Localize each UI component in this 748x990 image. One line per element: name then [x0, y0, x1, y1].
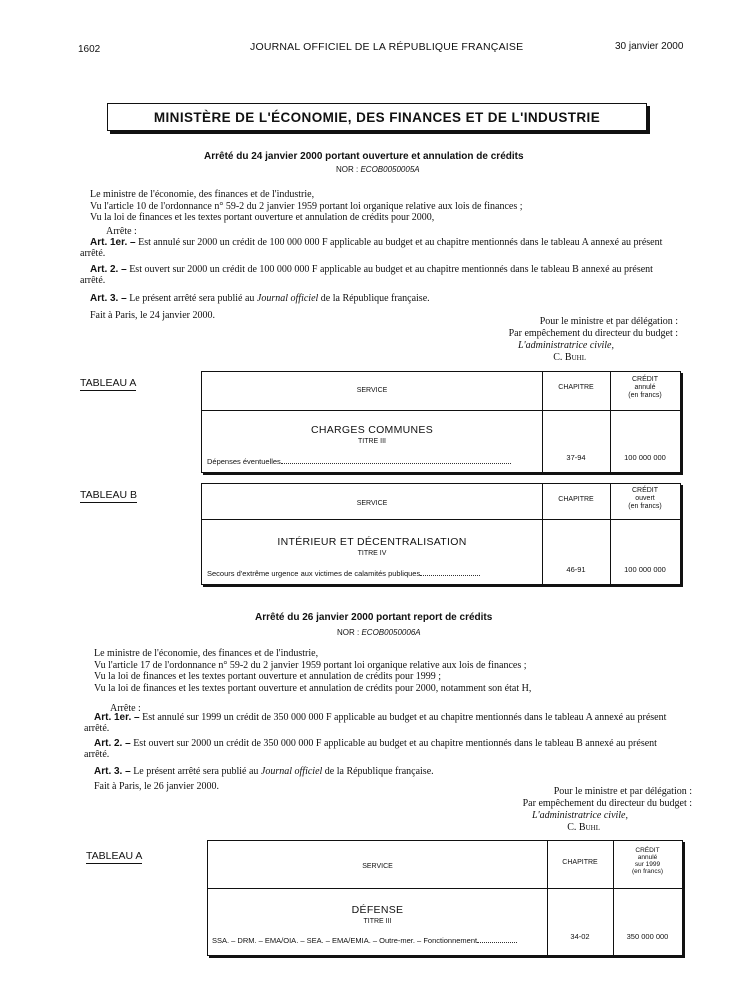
decree1-signature: Pour le ministre et par délégation : Par empêchement du directeur du budget : L'administratrice civile, C. Buhl	[508, 316, 678, 363]
decree2-signature: Pour le ministre et par délégation : Par empêchement du directeur du budget : L'administratrice civile, C. Buhl	[522, 786, 692, 833]
table-row-chapitre: 37-94	[566, 453, 586, 462]
decree1-article2: Art. 2. – Est ouvert sur 2000 un crédit de 100 000 000 F applicable au budget et au chapitre mentionnés dans le tableau B annexé au présent arrêté.	[80, 264, 653, 286]
col-header-credit: CRÉDIT annulé (en francs)	[628, 376, 662, 399]
page-header	[0, 38, 748, 56]
decree2-article1: Art. 1er. – Est annulé sur 1999 un crédit de 350 000 000 F applicable au budget et au chapitre mentionnés dans le tableau A annexé au présent arrêté.	[84, 712, 667, 734]
section-title: INTÉRIEUR ET DÉCENTRALISATION	[277, 536, 467, 548]
table-section	[208, 904, 547, 925]
decree1-tableB-label: TABLEAU B	[80, 489, 137, 501]
table-row-label: Dépenses éventuelles	[207, 457, 537, 466]
ministry-title: MINISTÈRE DE L'ÉCONOMIE, DES FINANCES ET DE L'INDUSTRIE	[153, 109, 601, 125]
table-row-chapitre: 46-91	[566, 565, 586, 574]
table-section	[202, 424, 542, 445]
preamble-line: Vu l'article 10 de l'ordonnance n° 59-2 du 2 janvier 1959 portant loi organique relative aux lois de finances ;	[90, 200, 523, 212]
decree2-article2: Art. 2. – Est ouvert sur 2000 un crédit de 350 000 000 F applicable au budget et au chapitre mentionnés dans le tableau B annexé au présent arrêté.	[84, 738, 657, 760]
preamble-line: Vu l'article 17 de l'ordonnance n° 59-2 du 2 janvier 1959 portant loi organique relative aux lois de finances ;	[94, 659, 527, 671]
decree1-article3: Art. 3. – Le présent arrêté sera publié au Journal officiel de la République française.	[90, 293, 430, 304]
signatory-name: C. Buhl	[567, 822, 600, 833]
decree1-arrete: Arrête :	[106, 226, 137, 237]
preamble-line: Le ministre de l'économie, des finances et de l'industrie,	[90, 189, 315, 200]
article-label: Art. 3. –	[90, 293, 127, 304]
col-header-service: SERVICE	[362, 863, 393, 870]
decree1-nor-code: ECOB0050005A	[360, 165, 420, 174]
article-label: Art. 2. –	[94, 738, 131, 749]
article-label: Art. 3. –	[94, 766, 131, 777]
preamble-line: Vu la loi de finances et les textes portant ouverture et annulation de crédits pour 1999 ;	[94, 671, 442, 682]
decree2-preamble	[94, 648, 531, 694]
article-label: Art. 2. –	[90, 264, 127, 275]
decree2-done: Fait à Paris, le 26 janvier 2000.	[94, 781, 219, 792]
col-header-chapitre: CHAPITRE	[558, 496, 594, 503]
table-row-label: Secours d'extrême urgence aux victimes de calamités publiques	[207, 569, 537, 578]
decree2-tableA	[207, 840, 683, 956]
col-header-service: SERVICE	[356, 500, 388, 507]
col-header-chapitre: CHAPITRE	[562, 859, 598, 866]
section-titre: TITRE III	[358, 438, 386, 445]
section-titre: TITRE III	[363, 918, 392, 925]
issue-date: 30 janvier 2000	[615, 41, 684, 52]
col-header-chapitre: CHAPITRE	[558, 384, 594, 391]
decree1-done: Fait à Paris, le 24 janvier 2000.	[90, 310, 215, 321]
section-titre: TITRE IV	[357, 550, 387, 557]
decree1-tableA-label: TABLEAU A	[80, 377, 137, 389]
decree2-arrete: Arrête :	[110, 703, 141, 714]
table-row-credit: 100 000 000	[624, 565, 666, 574]
ministry-banner	[107, 103, 647, 131]
decree2-tableA-label: TABLEAU A	[86, 850, 143, 862]
section-title: CHARGES COMMUNES	[310, 424, 434, 436]
decree2-article3: Art. 3. – Le présent arrêté sera publié au Journal officiel de la République française.	[94, 766, 434, 777]
decree1-article1: Art. 1er. – Est annulé sur 2000 un crédit de 100 000 000 F applicable au budget et au chapitre mentionnés dans le tableau A annexé au présent arrêté.	[80, 237, 663, 259]
preamble-line: Vu la loi de finances et les textes portant ouverture et annulation de crédits pour 2000,	[90, 212, 435, 223]
decree1-title: Arrêté du 24 janvier 2000 portant ouverture et annulation de crédits	[204, 151, 524, 162]
decree2-nor-code: ECOB0050006A	[361, 628, 421, 637]
col-header-service: SERVICE	[356, 387, 388, 394]
table-row-credit: 350 000 000	[626, 932, 669, 941]
table-row-chapitre: 34-02	[570, 932, 590, 941]
decree1-nor: NOR : ECOB0050005A	[336, 165, 420, 174]
article-label: Art. 1er. –	[90, 237, 136, 248]
page-number: 1602	[78, 44, 101, 55]
article-label: Art. 1er. –	[94, 712, 140, 723]
decree1-preamble	[90, 189, 523, 224]
col-header-credit: CRÉDIT annulé sur 1999 (en francs)	[631, 847, 664, 875]
decree2-title: Arrêté du 26 janvier 2000 portant report de crédits	[255, 612, 493, 623]
decree2-nor: NOR : ECOB0050006A	[337, 628, 421, 637]
table-row-label: SSA. – DRM. – EMA/OIA. – SEA. – EMA/EMIA. – Outre-mer. – Fonctionnement	[212, 936, 544, 945]
preamble-line: Vu la loi de finances et les textes portant ouverture et annulation de crédits pour 2000, notamment son état H,	[94, 682, 532, 694]
journal-title: JOURNAL OFFICIEL DE LA RÉPUBLIQUE FRANÇAISE	[250, 41, 524, 53]
preamble-line: Le ministre de l'économie, des finances et de l'industrie,	[94, 648, 319, 659]
signatory-name: C. Buhl	[553, 352, 586, 363]
table-row-credit: 100 000 000	[624, 453, 666, 462]
decree1-tableA	[201, 371, 681, 473]
col-header-credit: CRÉDIT ouvert (en francs)	[628, 487, 662, 510]
decree1-tableB	[201, 483, 681, 585]
table-section	[202, 536, 542, 557]
section-title: DÉFENSE	[351, 904, 404, 916]
